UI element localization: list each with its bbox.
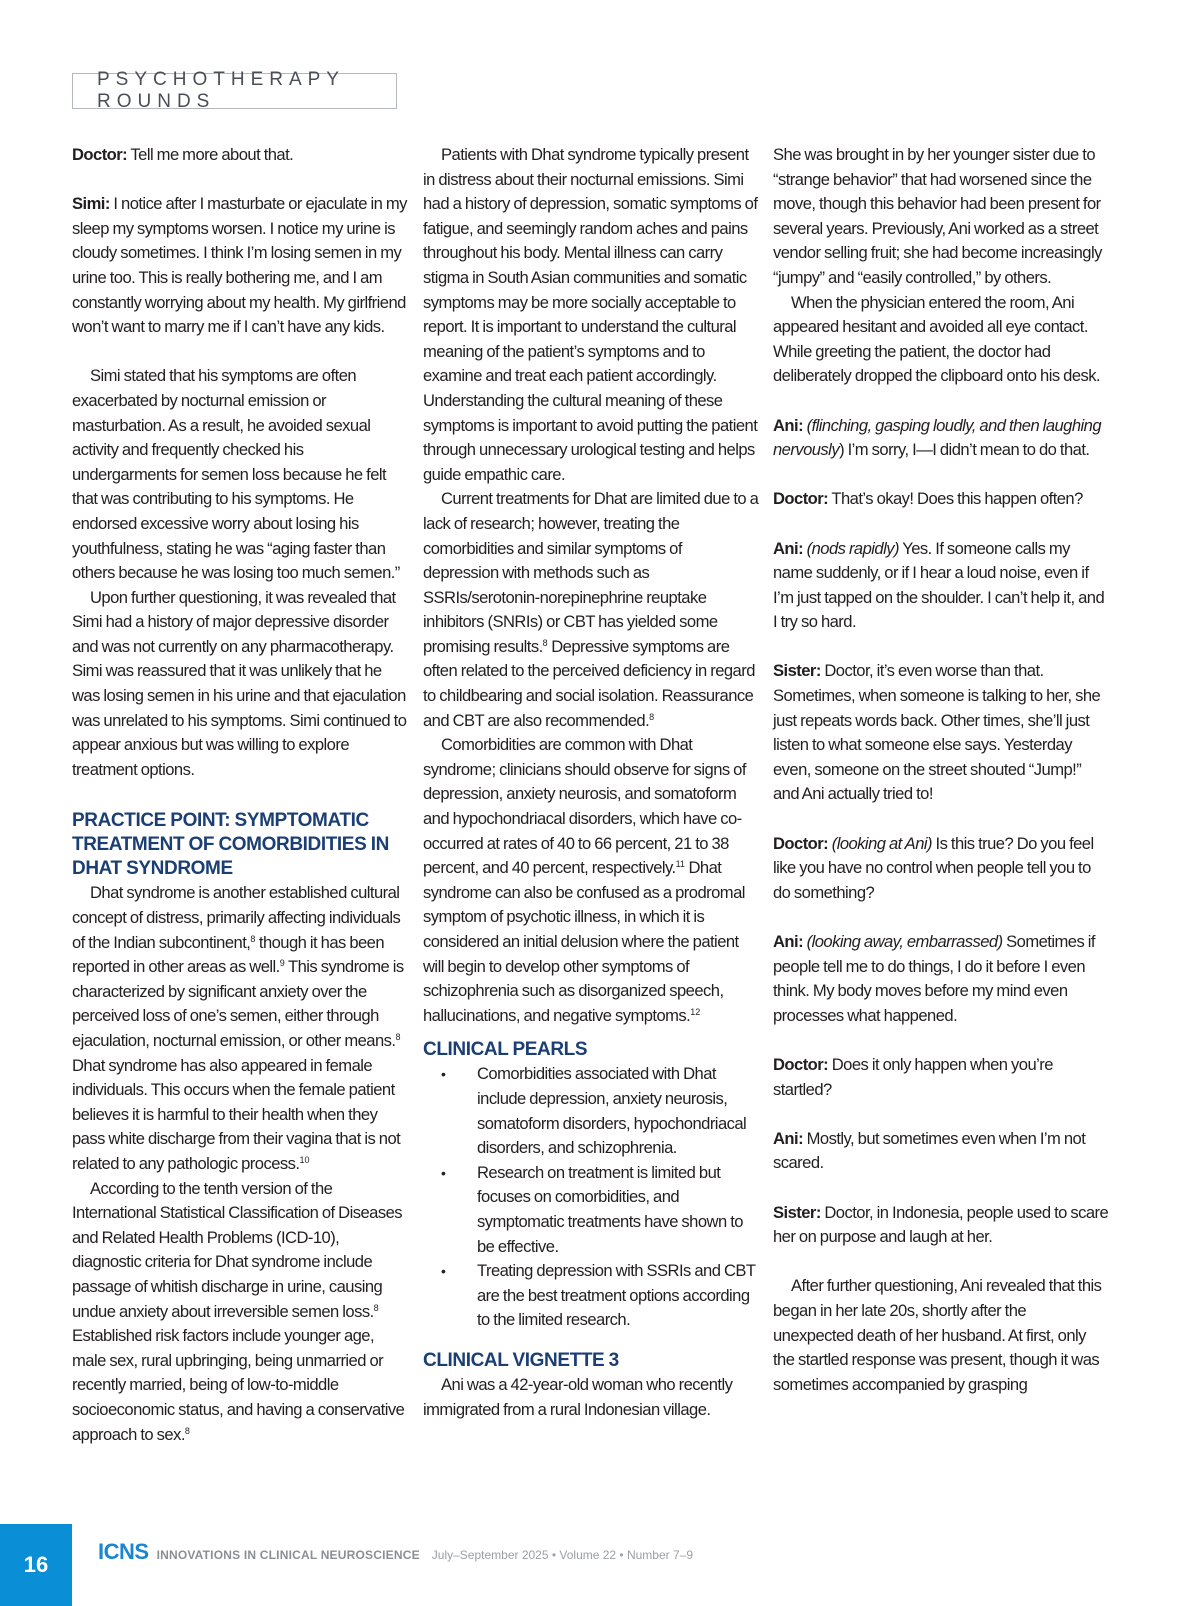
reference: 8	[184, 1425, 190, 1436]
dialogue-text: Sometimes if people tell me to do things, I do it before I even think. My body moves before my mind even processes what happened.	[773, 932, 1095, 1025]
reference: 9	[279, 958, 285, 969]
paragraph	[423, 143, 759, 487]
paragraph-text: This syndrome is characterized by significant anxiety over the perceived loss of one’s semen, either through ejaculation, nocturnal emission, or other means.	[72, 957, 404, 1050]
dialogue-text: Mostly, but sometimes even when I’m not scared.	[773, 1128, 1086, 1173]
dialogue-line	[773, 537, 1109, 635]
paragraph-text: Patients with Dhat syndrome typically present in distress about their nocturnal emissions. Simi had a history of depression, somatic symptoms of fatigue, and seemingly random aches and pains throughout his body. Mental illness can carry stigma in South Asian communities and somatic symptoms may be more socially acceptable to report. It is important to understand the cultural meaning of the patient’s symptoms and to examine and treat each patient accordingly. Understanding the cultural meaning of these symptoms is important to avoid putting the patient through unnecessary urological testing and helps guide empathic care.	[423, 145, 758, 484]
paragraph-text: Depressive symptoms are often related to the perceived deficiency in regard to childbearing and social isolation. Reassurance and CBT are also recommended.	[423, 636, 755, 730]
dialogue-line	[72, 143, 408, 168]
dialogue-line	[773, 1127, 1109, 1176]
paragraph-text: She was brought in by her younger sister due to “strange behavior” that had worsened since the move, though this behavior had been present for several years. Previously, Ani worked as a street vendor selling fruit; she had become increasingly “jumpy” and “easily controlled,” by others.	[773, 145, 1102, 287]
paragraph-text: Ani was a 42-year-old woman who recently immigrated from a rural Indonesian village.	[423, 1374, 733, 1419]
paragraph-text: According to the tenth version of the International Statistical Classification of Diseases and Related Health Problems (ICD-10), diagnostic criteria for Dhat syndrome include passage of whitish discharge in urine, causing undue anxiety about irreversible semen loss.	[72, 1178, 403, 1321]
paragraph	[423, 487, 759, 733]
speaker-label: Ani:	[773, 1128, 804, 1148]
dialogue-line	[773, 832, 1109, 906]
speaker-label: Ani:	[773, 538, 804, 558]
list-item-text: Treating depression with SSRIs and CBT are the best treatment options according to the limited research.	[477, 1261, 756, 1330]
list-item-text: Comorbidities associated with Dhat include depression, anxiety neurosis, somatoform disorders, hypochondriacal disorders, and schizophrenia.	[477, 1064, 747, 1158]
paragraph	[773, 291, 1109, 389]
paragraph-text: Comorbidities are common with Dhat syndrome; clinicians should observe for signs of depression, anxiety neurosis, and somatoform and hypochondriacal disorders, which have co-occurred at rates of 40 to 66 percent, 21 to 38 percent, and 40 percent, respectively.	[423, 735, 746, 878]
paragraph-text: though it has been reported in other areas as well.	[72, 932, 385, 977]
speaker-label: Ani:	[773, 932, 804, 951]
dialogue-line	[773, 1053, 1109, 1102]
footer	[98, 1539, 693, 1565]
paragraph	[72, 586, 408, 783]
stage-direction: (looking at Ani)	[828, 833, 932, 853]
pearls-list	[423, 1062, 759, 1333]
stage-direction: (flinching, gasping loudly, and then laughing nervously	[773, 415, 1102, 460]
paragraph-text: When the physician entered the room, Ani appeared hesitant and avoided all eye contact. While greeting the patient, the doctor had deliberately dropped the clipboard onto his desk.	[773, 292, 1101, 386]
list-item	[441, 1062, 759, 1160]
section-heading: PRACTICE POINT: SYMPTOMATIC TREATMENT OF COMORBIDITIES IN DHAT SYNDROME	[72, 810, 389, 880]
dialogue-line	[773, 930, 1109, 1028]
list-item	[441, 1161, 759, 1259]
speaker-label: Sister:	[773, 661, 821, 681]
journal-logo: ICNS	[98, 1539, 149, 1564]
dialogue-text: That’s okay! Does this happen often?	[828, 489, 1083, 509]
dialogue-text: Tell me more about that.	[127, 145, 294, 164]
paragraph-text: After further questioning, Ani revealed that this began in her late 20s, shortly after the unexpected death of her husband. At first, only the startled response was present, though it was sometimes accompanied by grasping	[773, 1276, 1102, 1394]
paragraph	[423, 1373, 759, 1422]
section-heading: CLINICAL VIGNETTE 3	[423, 1349, 619, 1371]
column-1	[72, 143, 408, 1447]
dialogue-text: ) I’m sorry, I—I didn’t mean to do that.	[839, 440, 1090, 460]
reference: 8	[542, 637, 548, 648]
speaker-label: Ani:	[773, 415, 804, 435]
dialogue-text: Doctor, in Indonesia, people used to scare her on purpose and laugh at her.	[773, 1202, 1109, 1247]
speaker-label: Doctor:	[773, 833, 829, 853]
page-number: 16	[0, 1524, 72, 1606]
paragraph	[72, 364, 408, 585]
issue-info: July–September 2025 • Volume 22 • Number 7–9	[431, 1548, 694, 1562]
bullet-icon: •	[441, 1066, 446, 1083]
dialogue-text: Is this true? Do you feel like you have no control when people tell you to do something?	[773, 833, 1094, 902]
paragraph-text: Established risk factors include younger age, male sex, rural upbringing, being unmarried or recently married, being of low-to-middle socioeconomic status, and having a conservative approach to sex.	[72, 1326, 405, 1444]
paragraph-text: Dhat syndrome can also be confused as a prodromal symptom of psychotic illness, in which it is considered an initial delusion where the patient will begin to develop other symptoms of schizophrenia such as disorganized speech, hallucinations, and negative symptoms.	[423, 858, 745, 1025]
paragraph	[773, 143, 1109, 291]
reference: 11	[675, 859, 685, 870]
reference: 8	[250, 933, 256, 944]
paragraph	[423, 733, 759, 1028]
column-2	[423, 143, 759, 1422]
dialogue-text: Doctor, it’s even worse than that. Sometimes, when someone is talking to her, she just repeats words back. Other times, she’ll just listen to what someone else says. Yesterday even, someone on the street shouted “Jump!” and Ani actually tried to!	[773, 661, 1101, 804]
section-header: PSYCHOTHERAPY ROUNDS	[72, 73, 397, 109]
bullet-icon: •	[441, 1263, 446, 1280]
reference: 10	[299, 1154, 310, 1165]
column-3	[773, 143, 1109, 1397]
reference: 8	[395, 1032, 401, 1042]
stage-direction: (looking away, embarrassed)	[803, 932, 1003, 951]
speaker-label: Doctor:	[773, 1054, 829, 1074]
paragraph	[72, 881, 408, 1176]
reference: 8	[649, 711, 655, 722]
paragraph	[72, 1177, 408, 1448]
speaker-label: Sister:	[773, 1202, 821, 1222]
bullet-icon: •	[441, 1164, 446, 1181]
dialogue-line	[773, 487, 1109, 512]
section-heading: CLINICAL PEARLS	[423, 1039, 588, 1061]
journal-name: INNOVATIONS IN CLINICAL NEUROSCIENCE	[156, 1548, 420, 1562]
dialogue-line	[72, 192, 408, 340]
dialogue-line	[773, 414, 1109, 463]
paragraph-text: Dhat syndrome has also appeared in female individuals. This occurs when the female patient believes it is harmful to their health when they pass white discharge from their vagina that is not related to any pathologic process.	[72, 1055, 401, 1173]
list-item-text: Research on treatment is limited but focuses on comorbidities, and symptomatic treatments have shown to be effective.	[477, 1162, 743, 1256]
speaker-label: Doctor:	[773, 489, 829, 509]
reference: 8	[373, 1302, 379, 1313]
paragraph-text: Dhat syndrome is another established cultural concept of distress, primarily affecting individuals of the Indian subcontinent,	[72, 883, 401, 952]
paragraph-text: Upon further questioning, it was revealed that Simi had a history of major depressive disorder and was not currently on any pharmacotherapy. Simi was reassured that it was unlikely that he was losing semen in his urine and that ejaculation was unrelated to his symptoms. Simi continued to appear anxious but was willing to explore treatment options.	[72, 587, 407, 779]
dialogue-line	[773, 1201, 1109, 1250]
stage-direction: (nods rapidly)	[803, 538, 899, 558]
list-item	[441, 1259, 759, 1333]
dialogue-line	[773, 659, 1109, 807]
speaker-label: Simi:	[72, 194, 110, 214]
paragraph-text: Current treatments for Dhat are limited due to a lack of research; however, treating the comorbidities and similar symptoms of depression with methods such as SSRIs/serotonin-norepinephrine reuptake inhibitors (SNRIs) or CBT has yielded some promising results.	[423, 489, 759, 656]
reference: 12	[690, 1006, 701, 1017]
paragraph	[773, 1274, 1109, 1397]
paragraph-text: Simi stated that his symptoms are often exacerbated by nocturnal emission or masturbation. As a result, he avoided sexual activity and frequently checked his undergarments for semen loss because he felt that was contributing to his symptoms. He endorsed excessive worry about losing his youthfulness, stating he was “aging faster than others because he was losing too much semen.”	[72, 366, 400, 583]
speaker-label: Doctor:	[72, 145, 128, 164]
dialogue-text: I notice after I masturbate or ejaculate in my sleep my symptoms worsen. I notice my urine is cloudy sometimes. I think I’m losing semen in my urine too. This is really bothering me, and I am constantly worrying about my health. My girlfriend won’t want to marry me if I can’t have any kids.	[72, 194, 407, 337]
dialogue-text: Yes. If someone calls my name suddenly, or if I hear a loud noise, even if I’m just tapped on the shoulder. I can’t help it, and I try so hard.	[773, 538, 1105, 632]
dialogue-text: Does it only happen when you’re startled?	[773, 1054, 1053, 1099]
